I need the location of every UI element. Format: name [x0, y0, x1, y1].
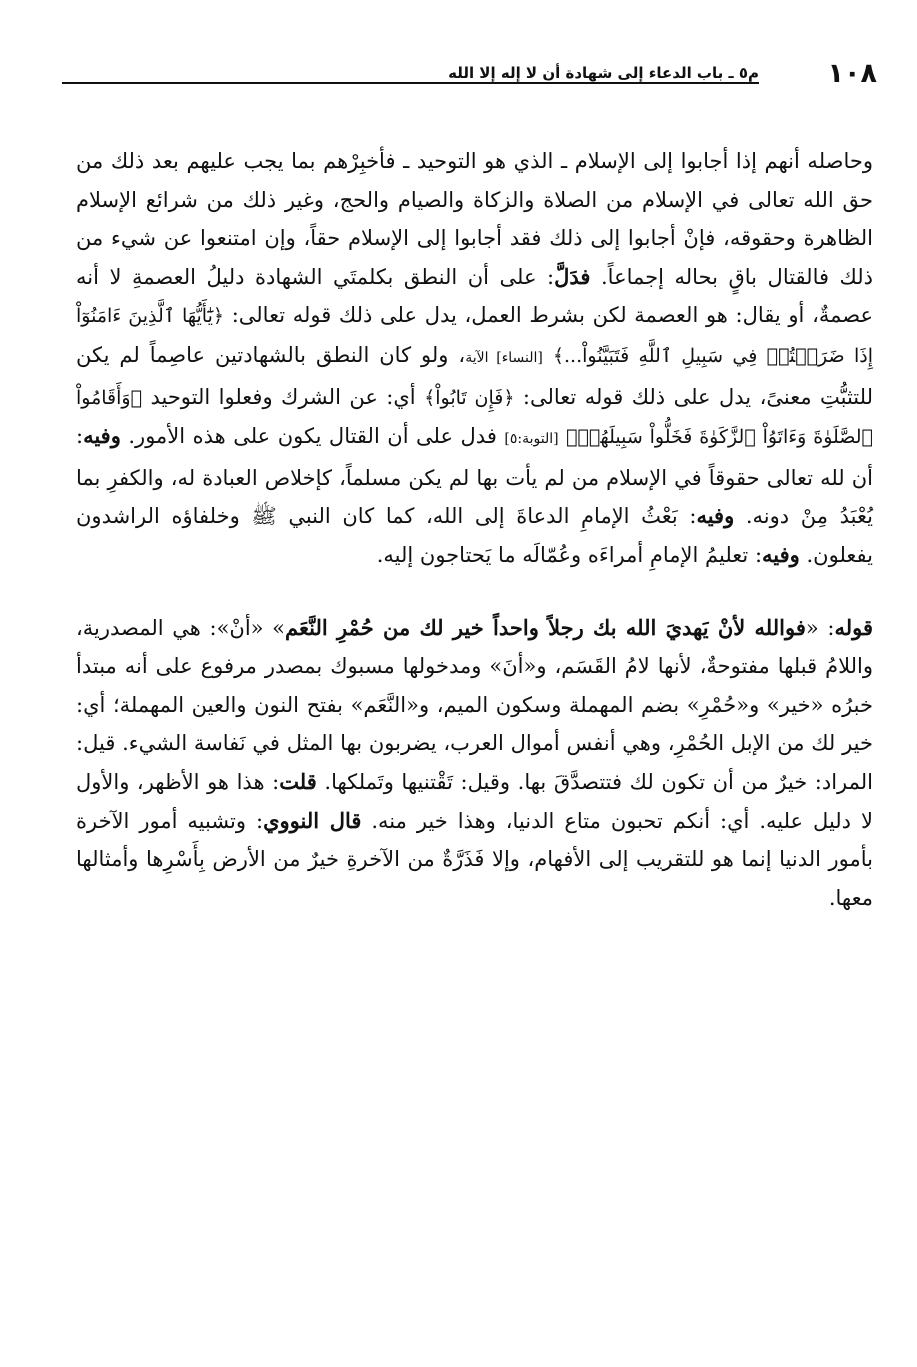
text-run: أي: عن الشرك وفعلوا التوحيد — [150, 384, 416, 409]
paragraph-1 — [76, 142, 873, 575]
text-run: : هذا هو الأظهر، والأول لا دليل عليه. أي: أنكم تحبون متاع الدنيا، وهذا خير منه. — [76, 769, 873, 833]
body-text — [76, 142, 873, 917]
text-run: ، ولو كان النطق بالشهادتين عاصِماً لم يكن للتثبُّتِ معنىً، يدل على ذلك قوله تعالى: — [76, 342, 873, 409]
page-header — [62, 58, 877, 94]
bold-term: قوله — [834, 614, 873, 640]
bold-term: وفيه — [696, 503, 735, 529]
text-run: وحاصله أنهم إذا أجابوا إلى الإسلام ـ الذي هو التوحيد ـ فأخبِرْهم بما يجب عليهم بعد ذلك من حق الله تعالى في الإسلام من الصلاة والزكاة والصيام والحج، وغير ذلك من شرائع الإسلام الظاهرة وحقوقه، فإنْ أجابوا إلى ذلك فقد أجابوا إلى الإسلام حقاً، وإن امتنعوا عن شيء من ذلك فالقتال باقٍ بحاله إجماعاً. — [76, 149, 873, 289]
text-run: : تعليمُ الإمامِ أمراءَه وعُمّالَه ما يَحتاجون إليه. — [376, 542, 763, 567]
page-number: ١٠٨ — [827, 58, 877, 89]
bold-term: فدَلَّ — [554, 263, 591, 289]
running-title: م٥ ـ باب الدعاء إلى شهادة أن لا إله إلا الله — [440, 64, 759, 82]
paragraph-2 — [76, 609, 873, 918]
header-rule — [62, 82, 759, 84]
text-run: : أن لله تعالى حقوقاً في الإسلام من لم يأت بها لم يكن مسلماً، كإخلاص العبادة له، والكفرِ بما يُعْبَدُ مِنْ دونه. — [76, 424, 873, 529]
text-run: فدل على أن القتال يكون على هذه الأمور. — [128, 424, 497, 449]
bold-term: وفيه — [762, 541, 800, 567]
verse-reference: [النساء] الآية — [465, 349, 543, 366]
hadith-quote: فوالله لأنْ يَهديَ الله بك رجلاً واحداً خير لك من حُمْرِ النَّعَم — [285, 614, 806, 640]
bold-term: وفيه — [83, 423, 121, 449]
text-run: : على أن النطق بكلمتَي الشهادة دليلُ العصمةِ لا أنه عصمةٌ، أو يقال: هو العصمة لكن بشرط العمل، يدل على ذلك قوله تعالى: — [76, 264, 873, 328]
text-run: : « — [805, 615, 835, 640]
quran-verse: ﴿فَإِن تَابُواْ﴾ — [424, 386, 515, 409]
quran-verse: ﴿يَٰٓأَيُّهَا ٱلَّذِينَ ءَامَنُوٓاْ إِذَا ضَرَبۡتُمۡ فِي سَبِيلِ ٱللَّهِ فَتَبَيَّنُواْ...﴾ — [76, 305, 873, 367]
quran-verse: ﴿وَأَقَامُواْ ٱلصَّلَوٰةَ وَءَاتَوُاْ ٱلزَّكَوٰةَ فَخَلُّواْ سَبِيلَهُمۡ﴾ — [76, 386, 873, 449]
bold-term: قال النووي — [263, 807, 362, 833]
text-run: : وتشبيه أمور الآخرة بأمور الدنيا إنما هو للتقريب إلى الأفهام، وإلا فَذَرَّةٌ من الآخرةِ خيرٌ من الأرض بِأَسْرِها وأمثالها معها. — [76, 808, 873, 910]
verse-reference: [التوبة:٥] — [504, 431, 559, 448]
text-run: : بَعْثُ الإمامِ الدعاةَ إلى الله، كما كان النبي ﷺ وخلفاؤه الراشدون يفعلون. — [76, 504, 873, 567]
bold-term: قلت — [279, 768, 317, 794]
text-run: » «أنْ»: هي المصدرية، واللامُ قبلها مفتوحةٌ، لأنها لامُ القَسَم، و«أنَ» ومدخولها مسبوك بمصدر مرفوع على أنه مبتدأ خبرُه «خير» و«حُمْرِ» بضم المهملة وسكون الميم، و«النَّعَم» بفتح النون والعين المهملة؛ أي: خير لك من الإبل الحُمْرِ، وهي أنفس أموال العرب، يضربون بها المثل في نَفاسة الشيء. قيل: المراد: خيرٌ من أن تكون لك فتتصدَّقَ بها. وقيل: تَقْتنيها وتَملكها. — [76, 615, 873, 794]
